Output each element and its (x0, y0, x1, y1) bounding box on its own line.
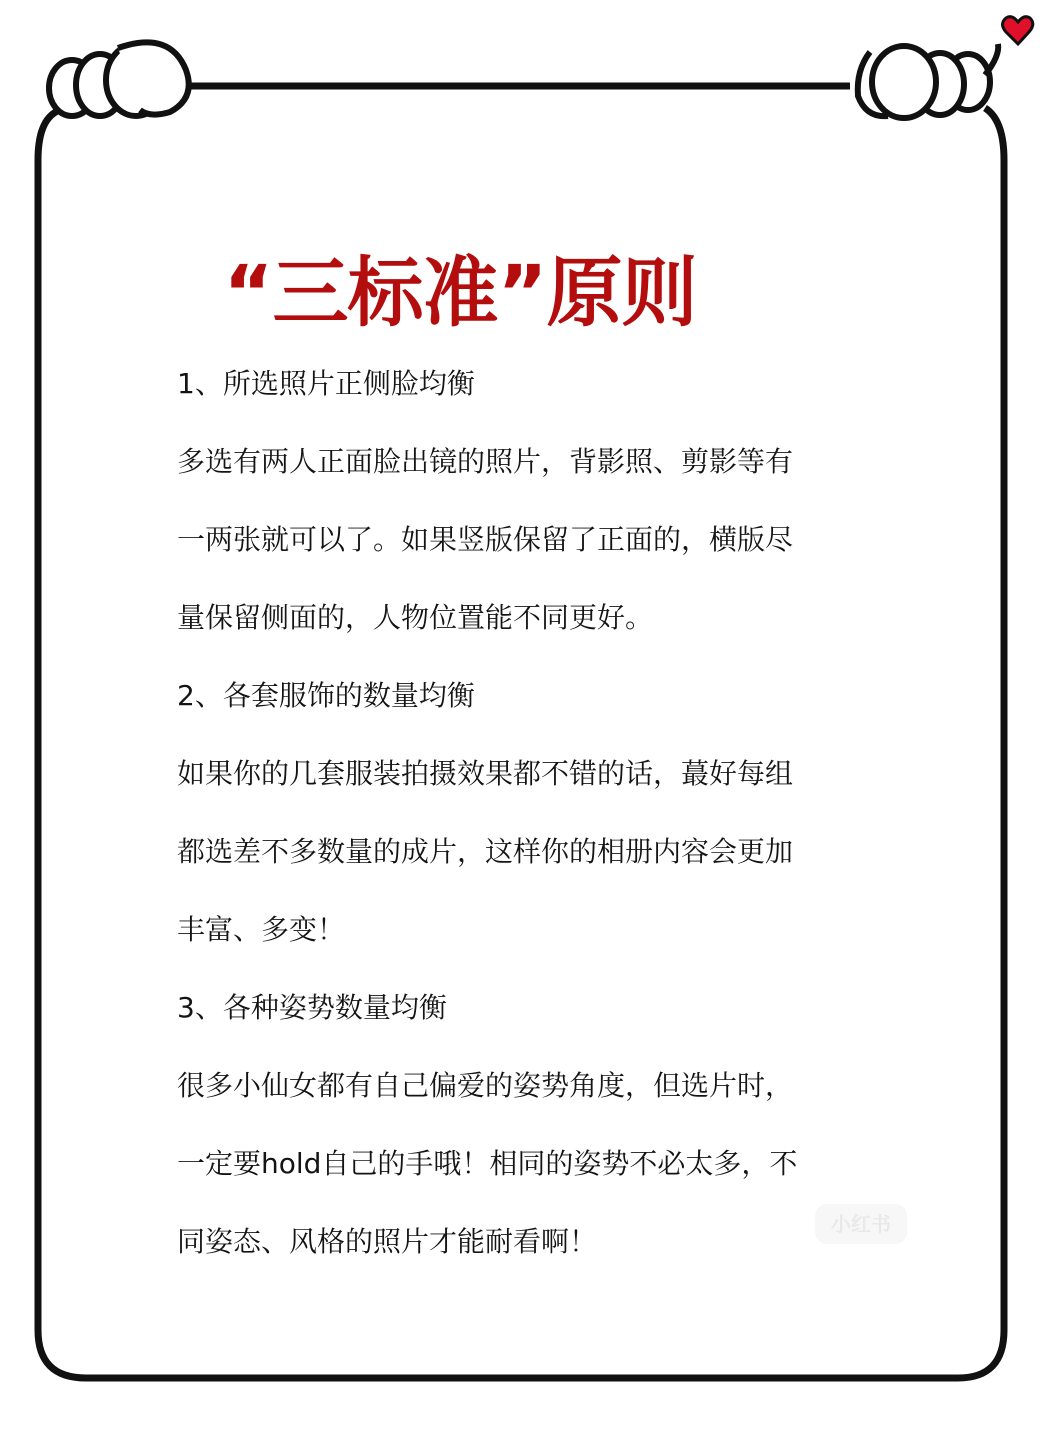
paragraph-line: 很多小仙女都有自己偏爱的姿势角度，但选片时， (177, 1069, 794, 1102)
paragraph-line: 一两张就可以了。如果竖版保留了正面的，横版尽 (177, 523, 794, 556)
paragraph-line: 如果你的几套服装拍摄效果都不错的话，蕞好每组 (177, 757, 794, 790)
section-heading-1: 1、所选照片正侧脸均衡 (177, 367, 475, 400)
paragraph-line: 量保留侧面的，人物位置能不同更好。 (177, 601, 654, 634)
section-heading-3: 3、各种姿势数量均衡 (177, 991, 447, 1024)
paragraph-line: 一定要hold自己的手哦！相同的姿势不必太多，不 (177, 1147, 798, 1180)
right-scroll-curl-icon (858, 44, 998, 118)
section-heading-2: 2、各套服饰的数量均衡 (177, 679, 475, 712)
paragraph-line: 都选差不多数量的成片，这样你的相册内容会更加 (177, 835, 794, 868)
watermark-logo: 小红书 (815, 1204, 907, 1244)
page-title: “三标准”原则 (223, 248, 697, 337)
heart-icon (1003, 17, 1033, 44)
article-body (177, 345, 857, 1281)
paragraph-line: 同姿态、风格的照片才能耐看啊！ (177, 1225, 598, 1258)
paragraph-line: 多选有两人正面脸出镜的照片，背影照、剪影等有 (177, 445, 794, 478)
paragraph-line: 丰富、多变！ (177, 913, 346, 946)
left-scroll-curl-icon (49, 42, 189, 116)
